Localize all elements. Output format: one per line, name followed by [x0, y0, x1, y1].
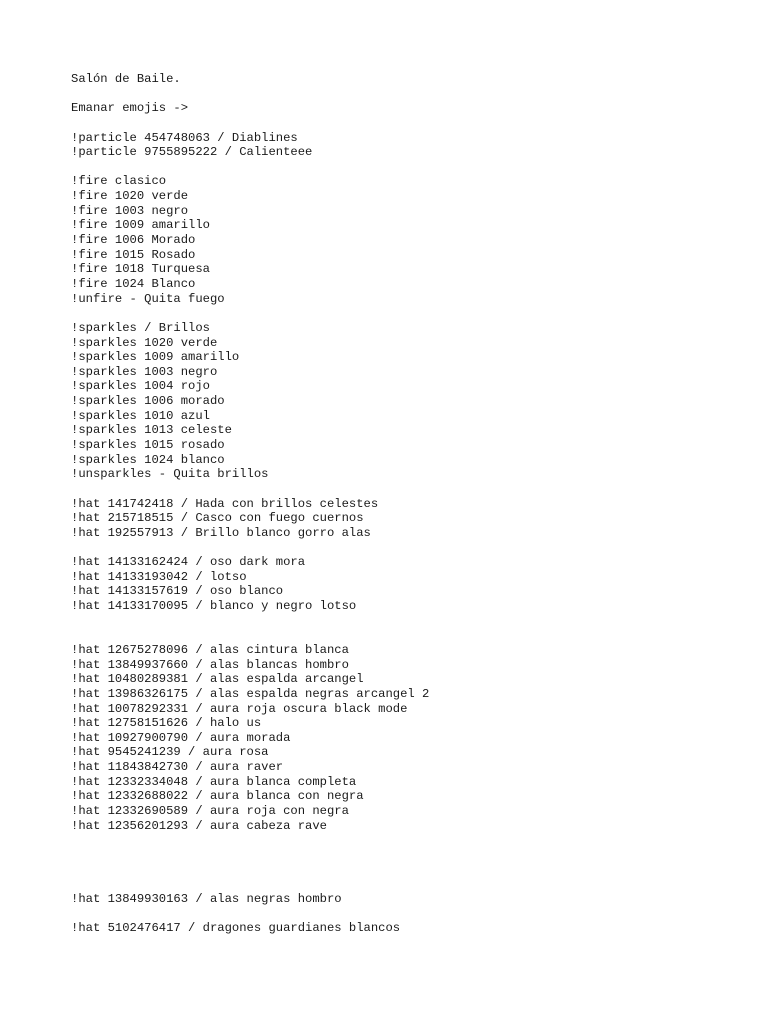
text-line: !sparkles 1010 azul	[71, 408, 210, 423]
text-line: !hat 12332688022 / aura blanca con negra	[71, 789, 364, 804]
text-line: !hat 11843842730 / aura raver	[71, 760, 284, 775]
text-line: !sparkles 1015 rosado	[71, 438, 225, 453]
text-line: !hat 14133170095 / blanco y negro lotso	[71, 599, 357, 614]
blank-line	[71, 877, 748, 892]
text-line: !fire clasico	[71, 174, 167, 189]
blank-line	[71, 848, 748, 863]
text-line: !hat 13986326175 / alas espalda negras arcangel 2	[71, 686, 430, 701]
text-line: !fire 1003 negro	[71, 203, 189, 218]
blank-line	[71, 614, 748, 629]
text-line: !hat 14133157619 / oso blanco	[71, 584, 284, 599]
text-line: !fire 1018 Turquesa	[71, 262, 210, 277]
text-line: !fire 1020 verde	[71, 189, 189, 204]
text-line: !hat 10927900790 / aura morada	[71, 730, 291, 745]
text-line: Salón de Baile.	[71, 72, 181, 86]
text-line: !hat 5102476417 / dragones guardianes blancos	[71, 921, 401, 936]
blank-line	[71, 907, 748, 922]
text-line: !fire 1006 Morado	[71, 233, 196, 248]
text-line: !hat 12332690589 / aura roja con negra	[71, 804, 349, 819]
text-line: !fire 1009 amarillo	[71, 218, 210, 233]
text-line: !hat 14133193042 / lotso	[71, 569, 247, 584]
text-line: !particle 9755895222 / Calienteee	[71, 145, 313, 160]
blank-line	[71, 628, 748, 643]
text-line: Emanar emojis ->	[71, 101, 189, 116]
text-line: !sparkles 1006 morado	[71, 394, 225, 409]
text-line: !sparkles 1013 celeste	[71, 423, 232, 438]
text-line: !hat 12332334048 / aura blanca completa	[71, 774, 357, 789]
text-line: !sparkles / Brillos	[71, 320, 210, 335]
blank-line	[71, 116, 748, 131]
blank-line	[71, 863, 748, 878]
text-line: !hat 12356201293 / aura cabeza rave	[71, 818, 327, 833]
blank-line	[71, 306, 748, 321]
blank-line	[71, 160, 748, 175]
text-line: !hat 9545241239 / aura rosa	[71, 745, 269, 760]
text-line: !hat 192557913 / Brillo blanco gorro alas	[71, 525, 371, 540]
text-line: !hat 215718515 / Casco con fuego cuernos	[71, 511, 364, 526]
text-line: !hat 12758151626 / halo us	[71, 716, 262, 731]
text-line: !sparkles 1020 verde	[71, 335, 218, 350]
text-line: !hat 13849937660 / alas blancas hombro	[71, 657, 349, 672]
text-line: !fire 1015 Rosado	[71, 247, 196, 262]
text-line: !hat 10078292331 / aura roja oscura black mode	[71, 701, 408, 716]
document-page	[71, 72, 748, 936]
text-line: !hat 14133162424 / oso dark mora	[71, 555, 306, 570]
text-line: !hat 141742418 / Hada con brillos celestes	[71, 496, 379, 511]
text-line: !unsparkles - Quita brillos	[71, 467, 269, 482]
text-line: !particle 454748063 / Diablines	[71, 130, 298, 145]
text-line: !sparkles 1009 amarillo	[71, 350, 240, 365]
text-line: !fire 1024 Blanco	[71, 276, 196, 291]
text-line: !hat 13849930163 / alas negras hombro	[71, 891, 342, 906]
blank-line	[71, 541, 748, 556]
blank-line	[71, 833, 748, 848]
text-line: !sparkles 1003 negro	[71, 364, 218, 379]
text-line: !unfire - Quita fuego	[71, 291, 225, 306]
text-line: !hat 12675278096 / alas cintura blanca	[71, 642, 349, 657]
blank-line	[71, 482, 748, 497]
blank-line	[71, 87, 748, 102]
text-line: !sparkles 1024 blanco	[71, 452, 225, 467]
text-line: !hat 10480289381 / alas espalda arcangel	[71, 672, 364, 687]
text-line: !sparkles 1004 rojo	[71, 379, 210, 394]
